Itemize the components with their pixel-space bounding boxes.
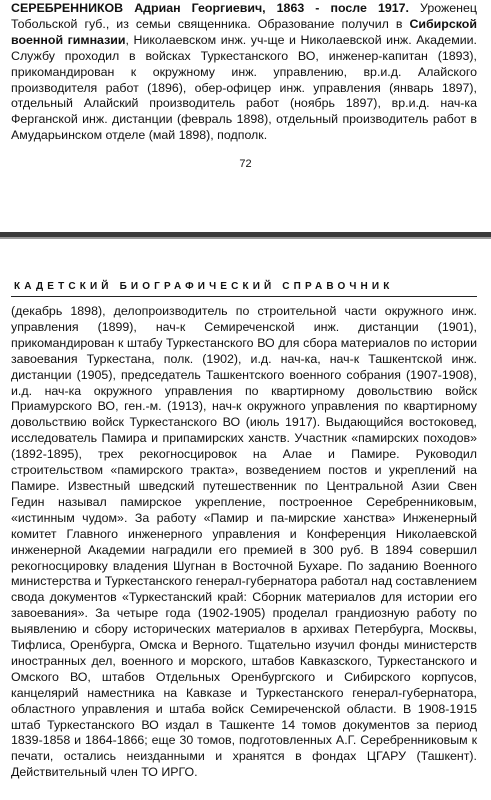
entry-text-part2: , Николаевском инж. уч-ще и Николаевской инж. Академии. Службу проходил в войсках Туркестанского ВО, инженер-капитан (1893), прикомандирован к окружному инж. управлению, вр.и.д. Алайского производителя работ (1896), обер-офицер инж. управления (январь 1897), отдельный Алайский производитель работ (ноябрь 1897), вр.и.д. нач-ка Ферганской инж. дистанции (февраль 1898), отдельный производитель работ в Амударьинском отделе (май 1898), подполк.: [11, 32, 477, 143]
entry-dates: , 1863 - после 1917.: [262, 1, 409, 15]
entry-text-part1: Уроженец Тобольской губ., из семьи священника. Образование получил в: [11, 1, 477, 31]
header-rule: [11, 296, 477, 297]
running-header: КАДЕТСКИЙ БИОГРАФИЧЕСКИЙ СПРАВОЧНИК: [14, 281, 394, 292]
entry-name: СЕРЕБРЕННИКОВ Адриан Георгиевич: [11, 1, 263, 15]
biography-entry-continuation: (декабрь 1898), делопроизводитель по строительной части окружного инж. управления (1899), нач-к Семиреченской инж. дистанции (1901), прикомандирован к штабу Туркестанского ВО для сбора материалов по истории завоевания Туркестана, полк. (1902), и.д. нач-ка, нач-к Ташкентской инж. дистанции (1905), председатель Ташкентского военного собрания (1907-1908), и.д. нач-ка окружного управления по квартирному довольствию войск Приамурского ВО, ген.-м. (1913), нач-к окружного управления по квартирному довольствию войск Туркестанского ВО (июль 1917). Выдающийся востоковед, исследователь Памира и припамирских ханств. Участник «памирских походов» (1892-1895), трех рекогносцировок на Алае и Памире. Руководил строительством «памирского тракта», возведением постов и укреплений на Памире. Известный шведский путешественник по Центральной Азии Свен Гедин называл памирское укрепление, построенное Серебренниковым, «истинным чудом». За работу «Памир и па-мирские ханства» Инженерный комитет Главного инженерного управления и Конференция Николаевской инженерной Академии наградили его премией в 300 руб. В 1894 совершил рекогносцировку владения Шугнан в Восточной Бухаре. По заданию Военного министерства и Туркестанского генерал-губернатора работал над составлением свода документов «Туркестанский край: Сборник материалов для истории его завоевания». За четыре года (1902-1905) проделал грандиозную работу по выявлению и сбору исторических материалов в архивах Петербурга, Москвы, Тифлиса, Оренбурга, Омска и Верного. Тщательно изучил фонды министерств иностранных дел, военного и морского, штабов Кавказского, Туркестанского и Омского ВО, штабов Отдельных Оренбургского и Сибирского корпусов, канцелярий наместника на Кавказе и Туркестанского генерал-губернатора, областного управления и штаба войск Семиреченской области. В 1908-1915 штаб Туркестанского ВО издал в Ташкенте 14 томов документов за период 1839-1858 и 1864-1866; еще 30 томов, подготовленных А.Г. Серебренниковым к печати, остались неизданными и хранятся в фондах ЦГАРУ (Ташкент). Действительный член ТО ИРГО.: [11, 304, 477, 780]
page-number: 72: [239, 158, 252, 170]
biography-entry-top: [11, 1, 477, 144]
page-break-shadow: [0, 237, 491, 239]
entry-school: Сибирской военной гимназии: [11, 16, 477, 47]
